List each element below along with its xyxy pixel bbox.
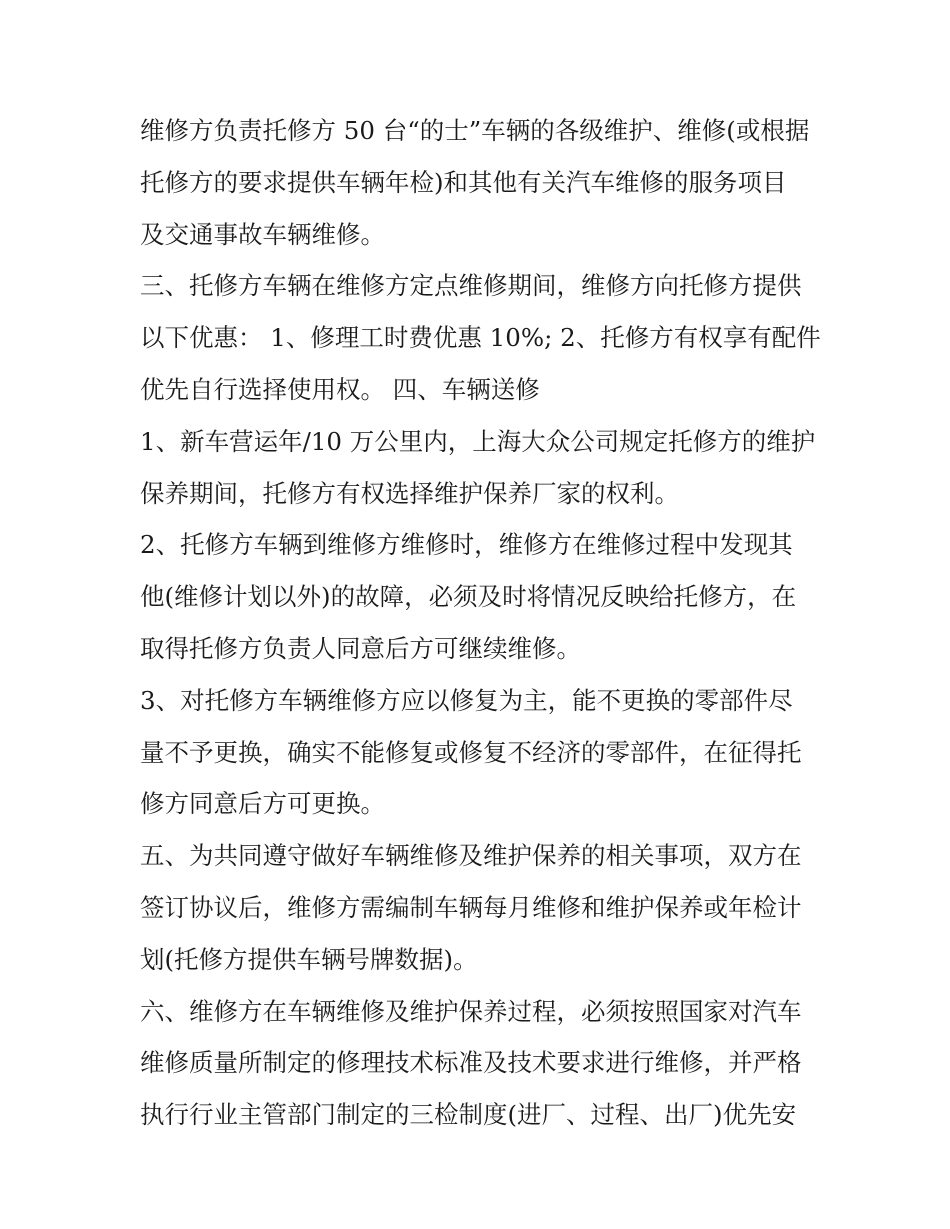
text-line: 六、维修方在车辆维修及维护保养过程，必须按照国家对汽车 xyxy=(140,996,802,1026)
text-line: 划(托修方提供车辆号牌数据)。 xyxy=(140,944,478,974)
text-line: 执行行业主管部门制定的三检制度(进厂、过程、出厂)优先安 xyxy=(140,1100,797,1130)
text-line: 修方同意后方可更换。 xyxy=(140,789,385,819)
text-line: 签订协议后，维修方需编制车辆每月维修和维护保养或年检计 xyxy=(140,892,802,922)
text-line: 维修质量所制定的修理技术标准及技术要求进行维修，并严格 xyxy=(140,1048,802,1078)
text-line: 优先自行选择使用权。 四、车辆送修 xyxy=(140,374,540,404)
document-body xyxy=(140,105,820,1141)
text-line: 五、为共同遵守做好车辆维修及维护保养的相关事项，双方在 xyxy=(140,841,802,871)
text-line: 保养期间，托修方有权选择维护保养厂家的权利。 xyxy=(140,478,679,508)
text-line: 量不予更换，确实不能修复或修复不经济的零部件，在征得托 xyxy=(140,737,802,767)
text-line: 1、新车营运年/10 万公里内，上海大众公司规定托修方的维护 xyxy=(140,426,816,456)
text-line: 以下优惠： 1、修理工时费优惠 10%; 2、托修方有权享有配件 xyxy=(140,323,821,353)
text-line: 三、托修方车辆在维修方定点维修期间，维修方向托修方提供 xyxy=(140,271,802,301)
text-line: 他(维修计划以外)的故障，必须及时将情况反映给托修方，在 xyxy=(140,582,797,612)
text-line: 2、托修方车辆到维修方维修时，维修方在维修过程中发现其 xyxy=(140,530,793,560)
text-line: 维修方负责托修方 50 台“的士”车辆的各级维护、维修(或根据 xyxy=(140,116,810,145)
text-line: 3、对托修方车辆维修方应以修复为主，能不更换的零部件尽 xyxy=(140,685,793,715)
text-line: 及交通事故车辆维修。 xyxy=(140,219,385,249)
text-line: 托修方的要求提供车辆年检)和其他有关汽车维修的服务项目 xyxy=(140,167,787,197)
text-line: 取得托修方负责人同意后方可继续维修。 xyxy=(140,633,581,663)
